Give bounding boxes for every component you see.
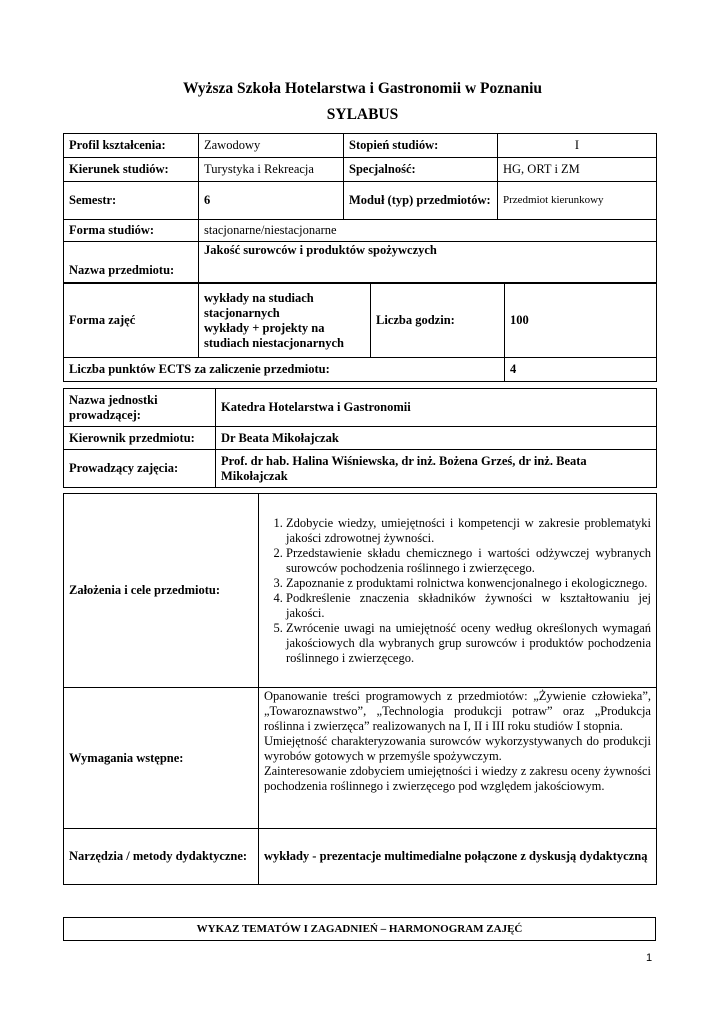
liczba-godzin-value: 100 bbox=[505, 284, 657, 358]
specjalnosc-label: Specjalność: bbox=[344, 158, 498, 182]
zalozenia-item: 3. Zapoznanie z produktami rolnictwa konwencjonalnego i ekologicznego. bbox=[286, 576, 651, 591]
narzedzia-value: wykłady - prezentacje multimedialne połączone z dyskusją dydaktyczną bbox=[259, 829, 657, 885]
course-info-table bbox=[63, 133, 657, 283]
nazwa-przedmiotu-label: Nazwa przedmiotu: bbox=[64, 242, 199, 283]
profil-value: Zawodowy bbox=[199, 134, 344, 158]
prowadzacy-value: Prof. dr hab. Halina Wiśniewska, dr inż. Bożena Grześ, dr inż. Beata Mikołajczak bbox=[216, 450, 657, 488]
kierunek-label: Kierunek studiów: bbox=[64, 158, 199, 182]
wymagania-p1: Opanowanie treści programowych z przedmiotów: „Żywienie człowieka”, „Towaroznawstwo”, „Technologia produkcji potraw” oraz „Produkcja roślinna i zwierzęca” realizowanych na I, II i III roku studiów I stopnia. bbox=[264, 689, 651, 733]
jednostka-value: Katedra Hotelarstwa i Gastronomii bbox=[216, 389, 657, 427]
goals-table bbox=[63, 493, 657, 885]
narzedzia-label: Narzędzia / metody dydaktyczne: bbox=[64, 829, 259, 885]
forma-studiow-value: stacjonarne/niestacjonarne bbox=[199, 220, 657, 242]
liczba-godzin-label: Liczba godzin: bbox=[371, 284, 505, 358]
kierownik-value: Dr Beata Mikołajczak bbox=[216, 427, 657, 450]
jednostka-label: Nazwa jednostki prowadzącej: bbox=[64, 389, 216, 427]
profil-label: Profil kształcenia: bbox=[64, 134, 199, 158]
semestr-label: Semestr: bbox=[64, 182, 199, 220]
forma-zajec-stacjonarne: wykłady na studiach stacjonarnych bbox=[204, 290, 314, 320]
ects-label: Liczba punktów ECTS za zaliczenie przedmiotu: bbox=[64, 358, 505, 382]
zalozenia-list-cell bbox=[259, 494, 657, 688]
forma-zajec-niestacjonarne: wykłady + projekty na studiach niestacjonarnych bbox=[204, 320, 344, 350]
specjalnosc-value: HG, ORT i ZM bbox=[498, 158, 657, 182]
document-title: SYLABUS bbox=[326, 106, 399, 123]
prowadzacy-label: Prowadzący zajęcia: bbox=[64, 450, 216, 488]
nazwa-przedmiotu-value: Jakość surowców i produktów spożywczych bbox=[199, 242, 657, 283]
wymagania-value bbox=[259, 688, 657, 829]
unit-table bbox=[63, 388, 657, 488]
page-number: 1 bbox=[646, 952, 653, 964]
modul-value: Przedmiot kierunkowy bbox=[498, 182, 657, 220]
forma-zajec-value bbox=[199, 284, 371, 358]
stopien-label: Stopień studiów: bbox=[344, 134, 498, 158]
forma-zajec-table bbox=[63, 283, 657, 382]
zalozenia-list bbox=[264, 516, 651, 666]
institution-title: Wyższa Szkoła Hotelarstwa i Gastronomii w Poznaniu bbox=[182, 80, 543, 97]
wymagania-label: Wymagania wstępne: bbox=[64, 688, 259, 829]
modul-label: Moduł (typ) przedmiotów: bbox=[344, 182, 498, 220]
wymagania-p3: Zainteresowanie zdobyciem umiejętności i wiedzy z zakresu oceny żywności pochodzenia roślinnego i zwierzęcego pod względem jakościowym. bbox=[264, 764, 651, 793]
zalozenia-item: 5. Zwrócenie uwagi na umiejętność oceny według określonych wymagań jakościowych dla wybranych grup surowców i produktów pochodzenia roślinnego i zwierzęcego. bbox=[286, 621, 651, 666]
ects-value: 4 bbox=[505, 358, 657, 382]
zalozenia-item: 1. Zdobycie wiedzy, umiejętności i kompetencji w zakresie problematyki jakości zdrowotnej żywności. bbox=[286, 516, 651, 546]
topics-heading-table bbox=[63, 917, 656, 941]
kierunek-value: Turystyka i Rekreacja bbox=[199, 158, 344, 182]
zalozenia-label: Założenia i cele przedmiotu: bbox=[64, 494, 259, 688]
zalozenia-item: 2. Przedstawienie składu chemicznego i wartości odżywczej wybranych surowców pochodzenia roślinnego i zwierzęcego. bbox=[286, 546, 651, 576]
forma-zajec-label: Forma zajęć bbox=[64, 284, 199, 358]
wymagania-p2: Umiejętność charakteryzowania surowców wykorzystywanych do produkcji wyrobów gotowych w przemyśle spożywczym. bbox=[264, 734, 651, 763]
semestr-value: 6 bbox=[199, 182, 344, 220]
forma-studiow-label: Forma studiów: bbox=[64, 220, 199, 242]
zalozenia-item: 4. Podkreślenie znaczenia składników żywności w kształtowaniu jej jakości. bbox=[286, 591, 651, 621]
stopien-value: I bbox=[498, 134, 657, 158]
kierownik-label: Kierownik przedmiotu: bbox=[64, 427, 216, 450]
topics-heading: WYKAZ TEMATÓW I ZAGADNIEŃ – HARMONOGRAM ZAJĘĆ bbox=[64, 918, 656, 941]
